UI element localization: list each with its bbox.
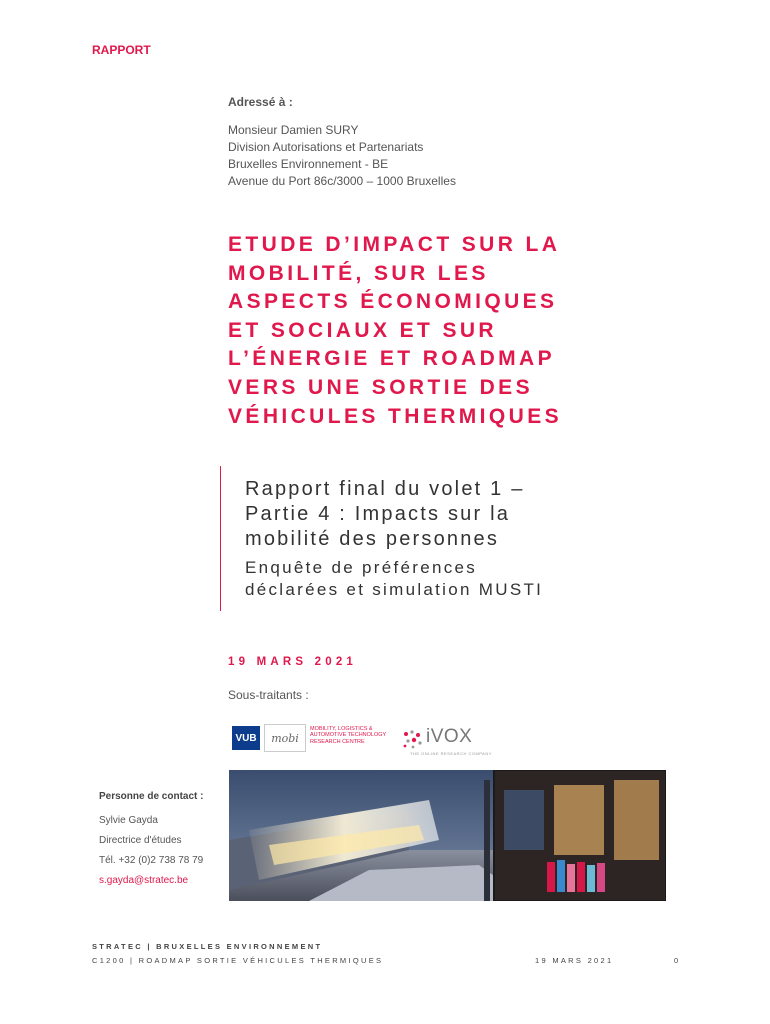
contact-phone: Tél. +32 (0)2 738 78 79 — [99, 855, 204, 866]
subcontractors-label: Sous-traitants : — [228, 688, 309, 702]
subcontractor-logos — [232, 724, 490, 758]
title-line: L’ÉNERGIE ET ROADMAP — [228, 347, 556, 371]
street-scene-image — [229, 770, 666, 901]
address-line: Bruxelles Environnement - BE — [228, 157, 389, 171]
report-date: 19 MARS 2021 — [228, 656, 358, 668]
contact-name: Sylvie Gayda — [99, 815, 158, 826]
secondary-subtitle — [245, 557, 543, 601]
ivox-wordmark: iVOX — [426, 726, 473, 747]
page-number: 0 — [674, 956, 679, 965]
title-line: MOBILITÉ, SUR LES — [228, 261, 489, 285]
contact-heading: Personne de contact : — [99, 791, 204, 802]
subtitle-line: mobilité des personnes — [245, 528, 500, 550]
title-line: VERS UNE SORTIE DES — [228, 375, 533, 399]
subtitle — [245, 477, 543, 552]
mobi-text-line: AUTOMOTIVE TECHNOLOGY — [310, 732, 387, 739]
subtitle-block — [220, 466, 543, 611]
addressee-label: Adressé à : — [228, 95, 293, 109]
mobi-text-line: MOBILITY, LOGISTICS & — [310, 726, 373, 732]
ivox-tagline: THE ONLINE RESEARCH COMPANY — [410, 751, 492, 756]
footer-organization: STRATEC | BRUXELLES ENVIRONNEMENT — [92, 942, 323, 951]
mobi-logo: mobi — [264, 724, 306, 752]
address-line: Avenue du Port 86c/3000 – 1000 Bruxelles — [228, 174, 456, 188]
address-line: Monsieur Damien SURY — [228, 123, 359, 137]
title-line: ASPECTS ÉCONOMIQUES — [228, 290, 558, 314]
document-title — [228, 231, 648, 431]
report-label: RAPPORT — [92, 43, 151, 57]
cover-photo — [229, 770, 666, 901]
mobi-logo-text — [310, 726, 400, 745]
subtitle-line: Rapport final du volet 1 – — [245, 478, 525, 500]
subtitle-line: Partie 4 : Impacts sur la — [245, 503, 511, 525]
contact-email-link[interactable]: s.gayda@stratec.be — [99, 875, 189, 886]
ivox-mark-icon — [400, 728, 428, 750]
subtitle-line: Enquête de préférences — [245, 558, 478, 577]
vub-logo: VUB — [232, 726, 260, 750]
contact-role: Directrice d'études — [99, 835, 182, 846]
ivox-logo — [400, 724, 490, 758]
footer-date: 19 MARS 2021 — [535, 956, 614, 965]
title-line: ETUDE D’IMPACT SUR LA — [228, 233, 561, 256]
subtitle-line: déclarées et simulation MUSTI — [245, 580, 544, 599]
mobi-text-line: RESEARCH CENTRE — [310, 738, 365, 745]
contact-block — [99, 791, 203, 896]
title-line: ET SOCIAUX ET SUR — [228, 318, 497, 342]
footer-project: C1200 | ROADMAP SORTIE VÉHICULES THERMIQUES — [92, 956, 384, 965]
address-block — [228, 122, 456, 190]
title-line: VÉHICULES THERMIQUES — [228, 404, 563, 428]
address-line: Division Autorisations et Partenariats — [228, 140, 424, 154]
